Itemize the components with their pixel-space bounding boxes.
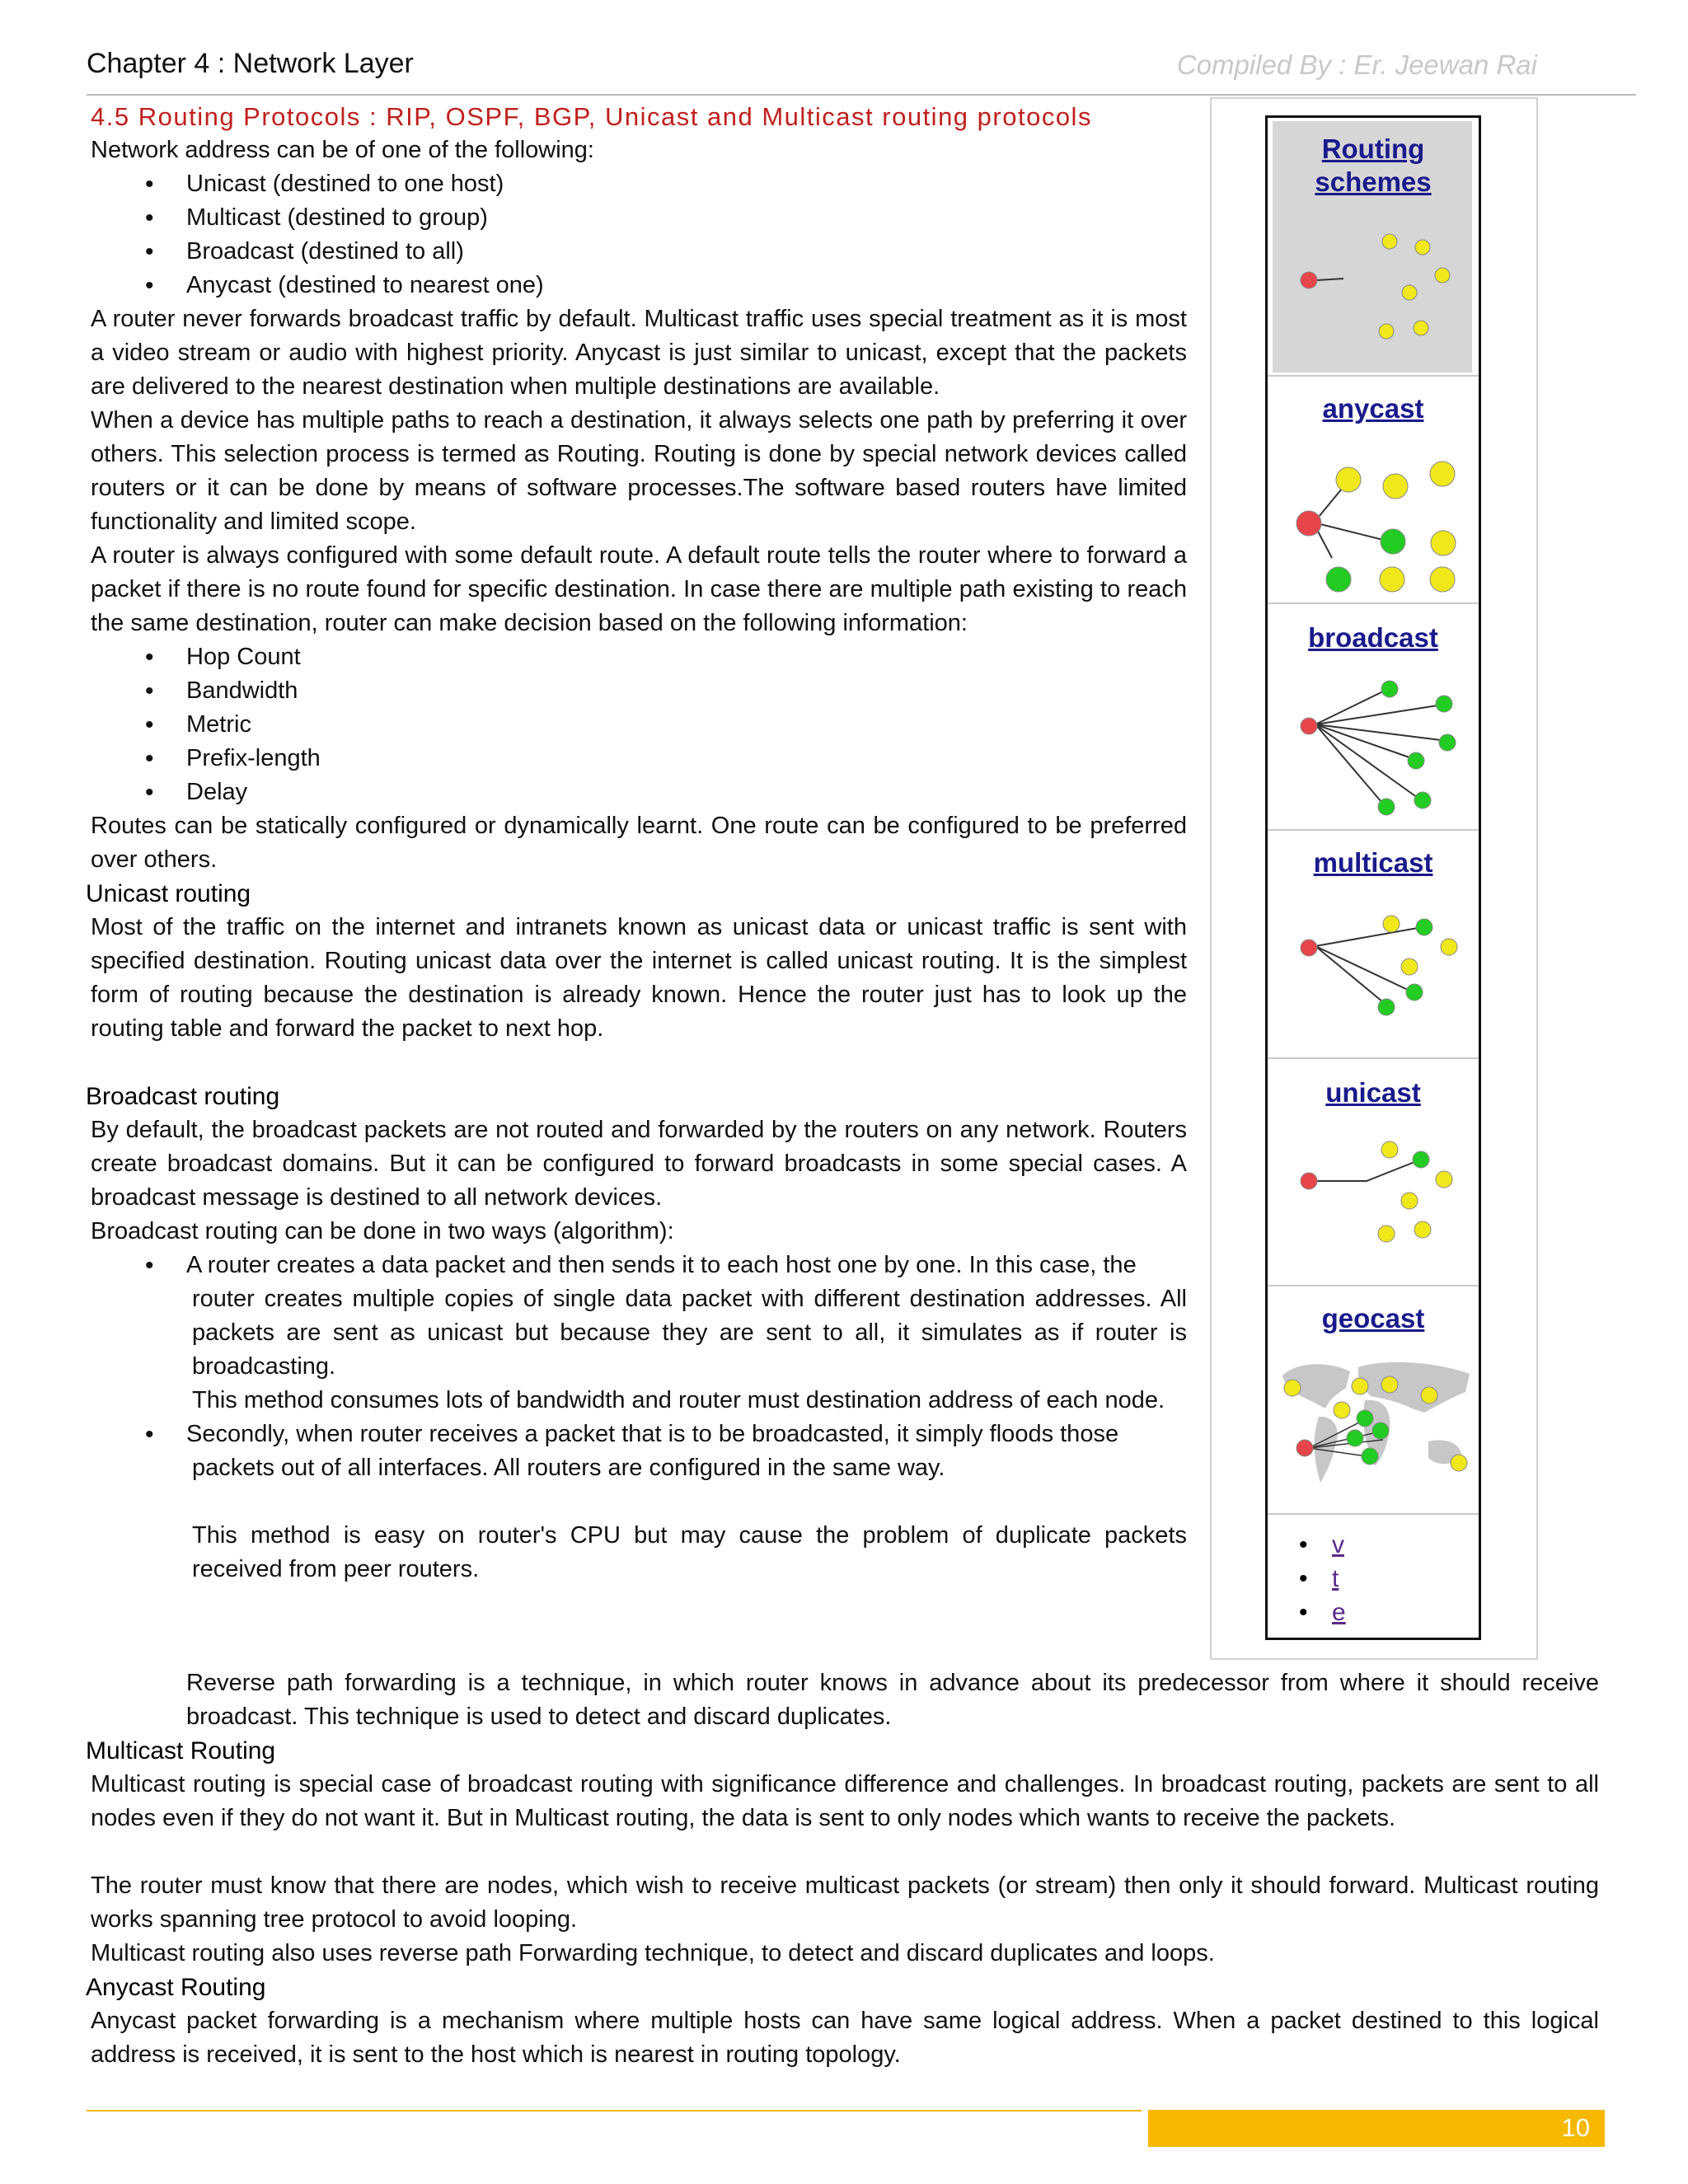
paragraph-broadcast-default: A router never forwards broadcast traffic by default. Multicast traffic uses special treatment as it is most a video stream or audio with highest priority. Anycast is just similar to unicast, except that the packets are delivered to the nearest destination when multiple destinations are available. [91, 306, 1187, 400]
broadcast-method-list-2 [91, 1418, 1187, 1451]
spacer [91, 1835, 1599, 1869]
paragraph-routes-config: Routes can be statically configured or dynamically learnt. One route can be configured to be preferred over others. [91, 813, 1187, 873]
node-receiver [1378, 799, 1395, 815]
multicast-p2: The router must know that there are nodes, which wish to receive multicast packets (or stream) then only it should forward. Multicast routing works spanning tree protocol to avoid looping. [91, 1872, 1599, 1933]
node-receiver [1439, 734, 1456, 751]
list-item: • Bandwidth [91, 674, 1187, 708]
address-intro: Network address can be of one of the following: [91, 137, 594, 163]
node [1383, 474, 1408, 499]
node-sender [1301, 1173, 1317, 1189]
infobox-item-unicast[interactable]: unicast [1325, 1077, 1421, 1108]
footer-page-box [1148, 2110, 1605, 2147]
broadcast-way1-cont: router creates multiple copies of single data packet with different destination addresses. All packets are sent as unicast but because they are sent to all, it simulates as if router is broadcasting. [192, 1286, 1187, 1380]
footer-rule [87, 2110, 1142, 2111]
node-receiver [1414, 792, 1431, 808]
node [1284, 1380, 1301, 1396]
node [1435, 268, 1450, 283]
list-item: • Broadcast (destined to all) [91, 235, 1187, 269]
node [1336, 467, 1361, 492]
infobox-item-multicast[interactable]: multicast [1313, 847, 1433, 878]
node-sender [1301, 272, 1317, 288]
node-receiver [1362, 1448, 1378, 1465]
node [1352, 1378, 1368, 1394]
navbox-link-view [1299, 1531, 1344, 1559]
node-receiver [1381, 681, 1398, 697]
page-header [87, 48, 1636, 96]
list-item: • Secondly, when router receives a packet that is to be broadcasted, it simply floods those [91, 1418, 1187, 1451]
node [1414, 321, 1428, 335]
broadcast-method-list [91, 1249, 1187, 1282]
broadcast-way1-note: This method consumes lots of bandwidth and router must destination address of each node. [192, 1387, 1165, 1413]
node [1430, 567, 1455, 592]
node-receiver [1347, 1430, 1363, 1446]
broadcast-heading: Broadcast routing [86, 1083, 280, 1110]
infobox-item-broadcast[interactable]: broadcast [1308, 622, 1438, 653]
node-receiver [1416, 919, 1432, 935]
world-map-shape [1282, 1362, 1470, 1483]
node [1379, 324, 1394, 339]
node [1421, 1387, 1437, 1404]
edit-link[interactable]: e [1332, 1599, 1346, 1626]
node [1380, 567, 1404, 592]
node [1402, 285, 1417, 300]
broadcast-diagram [1268, 668, 1479, 825]
reverse-path-forwarding: Reverse path forwarding is a technique, in which router knows in advance about its predecessor from where it should receive broadcast. This technique is used to detect and discard duplicates. [186, 1670, 1599, 1730]
multicast-p3: Multicast routing also uses reverse path Forwarding technique, to detect and discard duplicates and loops. [91, 1940, 1215, 1966]
node-receiver [1436, 696, 1452, 712]
infobox-item-geocast[interactable]: geocast [1321, 1303, 1425, 1333]
unicast-heading: Unicast routing [86, 880, 251, 907]
infobox-cell-broadcast [1268, 602, 1479, 831]
broadcast-way2-cont: packets out of all interfaces. All routers are configured in the same way. [192, 1455, 945, 1481]
anycast-text: Anycast packet forwarding is a mechanism where multiple hosts can have same logical address. When a packet destined to this logical address is received, it is sent to the host which is nearest in routing topology. [91, 2008, 1599, 2068]
multicast-diagram [1268, 895, 1479, 1052]
list-item: • Prefix-length [91, 742, 1187, 776]
chapter-title: Chapter 4 : Network Layer [87, 48, 414, 79]
node [1431, 531, 1456, 555]
spacer [91, 1485, 1187, 1519]
node [1430, 462, 1455, 486]
node [1381, 1141, 1398, 1158]
node-receiver [1326, 567, 1351, 592]
node [1401, 958, 1418, 975]
bullet: • [1299, 1565, 1308, 1592]
broadcast-way2-note: This method is easy on router's CPU but may cause the problem of duplicate packets received from peer routers. [192, 1522, 1187, 1582]
navbox-link-edit [1299, 1599, 1346, 1627]
infobox-cell-geocast [1268, 1285, 1479, 1515]
talk-link[interactable]: t [1332, 1565, 1339, 1592]
main-content [86, 100, 1187, 1586]
navbox-link-talk [1299, 1565, 1339, 1593]
list-item: • Anycast (destined to nearest one) [91, 269, 1187, 302]
node-sender [1296, 1440, 1313, 1456]
page-number: 10 [1561, 2113, 1590, 2142]
node [1381, 1376, 1398, 1393]
infobox-title[interactable]: Routing schemes [1315, 134, 1432, 197]
node-sender [1296, 511, 1321, 536]
compiled-by: Compiled By : Er. Jeewan Rai [1176, 49, 1537, 80]
paragraph-routing-definition: When a device has multiple paths to reach a destination, it always selects one path by preferring it over others. This selection process is termed as Routing. Routing is done by special network devices called routers or it can be done by means of software processes.The software based routers have limited functionality and limited scope. [91, 407, 1187, 535]
view-link[interactable]: v [1332, 1531, 1344, 1558]
node-receiver [1357, 1410, 1373, 1427]
infobox-item-anycast[interactable]: anycast [1322, 393, 1424, 424]
paragraph-default-route: A router is always configured with some default route. A default route tells the router where to forward a packet if there is no route found for specific destination. In case there are multiple path existing to reach the same destination, router can make decision based on the following information: [91, 542, 1187, 636]
node [1378, 1226, 1395, 1242]
bullet: • [1299, 1531, 1308, 1558]
node-receiver [1378, 999, 1395, 1015]
infobox-cell-multicast [1268, 829, 1479, 1059]
decision-factor-list [91, 640, 1187, 809]
node [1334, 1402, 1350, 1418]
routing-schemes-diagram [1268, 233, 1479, 365]
unicast-diagram [1268, 1123, 1479, 1280]
node-receiver [1406, 984, 1423, 1001]
list-item: • A router creates a data packet and then sends it to each host one by one. In this case, the [91, 1249, 1187, 1282]
node-sender [1301, 940, 1317, 956]
infobox-header-cell [1268, 118, 1479, 377]
multicast-p1: Multicast routing is special case of broadcast routing with significance difference and challenges. In broadcast routing, packets are sent to all nodes even if they do not want it. But in Multicast routing, the data is sent to only nodes which wants to receive the packets. [91, 1771, 1599, 1831]
unicast-text: Most of the traffic on the internet and intranets known as unicast data or unicast traffic is sent with specified destination. Routing unicast data over the internet is called unicast routing. It is the simplest form of routing because the destination is already known. Hence the router just has to look up the routing table and forward the packet to next hop. [91, 914, 1187, 1042]
node [1436, 1171, 1452, 1188]
node-receiver [1372, 1422, 1389, 1439]
main-content-lower [86, 1666, 1599, 2072]
broadcast-text: By default, the broadcast packets are not routed and forwarded by the routers on any network. Routers create broadcast domains. But it can be configured to forward broadcasts in some special cases. A broadcast message is destined to all network devices. [91, 1117, 1187, 1211]
node [1451, 1455, 1467, 1471]
list-item: • Hop Count [91, 640, 1187, 674]
node [1383, 916, 1400, 932]
anycast-heading: Anycast Routing [86, 1974, 266, 2001]
broadcast-ways: Broadcast routing can be done in two ways (algorithm): [91, 1218, 674, 1244]
spacer [91, 1046, 1187, 1080]
list-item: • Multicast (destined to group) [91, 201, 1187, 235]
address-type-list [91, 167, 1187, 302]
node [1382, 234, 1397, 249]
node [1414, 1221, 1431, 1238]
multicast-heading: Multicast Routing [86, 1737, 276, 1765]
node [1415, 240, 1430, 255]
bullet: • [1299, 1599, 1308, 1626]
list-item: • Unicast (destined to one host) [91, 167, 1187, 201]
node [1401, 1193, 1418, 1209]
section-title: 4.5 Routing Protocols : RIP, OSPF, BGP, Unicast and Multicast routing protocols [91, 102, 1092, 131]
node [1441, 939, 1457, 955]
node-receiver [1408, 752, 1424, 769]
infobox-cell-anycast [1268, 375, 1479, 604]
node-receiver [1413, 1151, 1429, 1168]
infobox-cell-unicast [1268, 1057, 1479, 1286]
list-item: • Delay [91, 776, 1187, 809]
routing-schemes-infobox [1265, 115, 1481, 1640]
node-sender [1301, 718, 1317, 734]
node-receiver [1381, 529, 1405, 554]
list-item: • Metric [91, 708, 1187, 742]
anycast-diagram [1268, 441, 1479, 598]
geocast-diagram [1268, 1351, 1479, 1507]
